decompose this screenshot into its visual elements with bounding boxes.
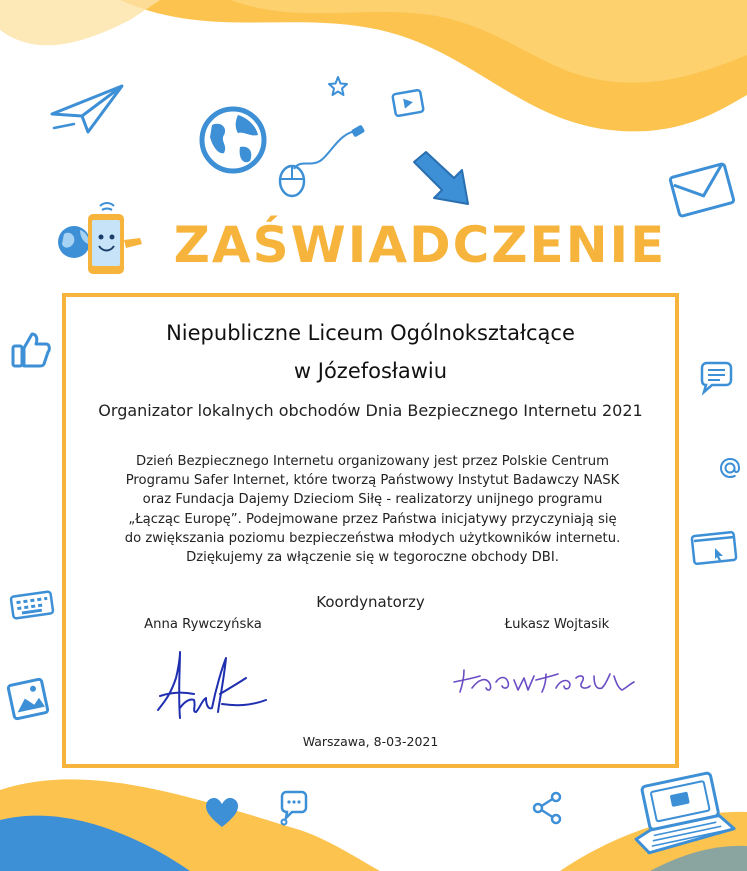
chat-bubble-icon: [698, 360, 734, 396]
body-line: Dzień Bezpiecznego Internetu organizowany jest przez Polskie Centrum: [136, 454, 609, 469]
image-icon: [5, 676, 51, 722]
place-and-date: Warszawa, 8-03-2021: [302, 734, 439, 749]
globe-icon: [198, 105, 268, 175]
certificate-body: [90, 452, 655, 567]
certificate-title: ZAŚWIADCZENIE: [173, 216, 667, 274]
school-name-line1: Niepubliczne Liceum Ogólnokształcące: [166, 321, 575, 345]
envelope-icon: [668, 160, 738, 220]
share-icon: [530, 790, 564, 826]
thumbs-up-icon: [10, 330, 52, 370]
school-name-line2: w Józefosławiu: [293, 359, 448, 383]
at-sign-icon: [717, 455, 743, 481]
keyboard-icon: [9, 590, 55, 620]
body-line: Dziękujemy za włączenie się w tegoroczne obchody DBI.: [186, 550, 559, 566]
arrow-icon: [408, 150, 478, 210]
coordinator-left-name: Anna Rywczyńska: [144, 617, 262, 632]
body-line: do zwiększania poziomu bezpieczeństwa młodych użytkowników internetu.: [124, 530, 621, 546]
mascot-tablet-icon: [54, 200, 154, 280]
browser-window-icon: [689, 528, 739, 568]
coordinators-label: Koordynatorzy: [316, 593, 425, 611]
body-line: oraz Fundacja Dajemy Dzieciom Siłę - realizatorzy unijnego programu: [142, 492, 603, 508]
body-line: „Łącząc Europę”. Podejmowane przez Państwa inicjatywy przyczyniają się: [128, 511, 617, 527]
mouse-icon: [270, 125, 370, 205]
certificate-subtitle: Organizator lokalnych obchodów Dnia Bezpiecznego Internetu 2021: [98, 401, 643, 420]
star-icon: [327, 75, 349, 97]
coordinator-right-name: Łukasz Wojtasik: [504, 617, 610, 632]
laptop-icon: [618, 770, 738, 860]
body-line: Programu Safer Internet, które tworzą Państwowy Instytut Badawczy NASK: [125, 473, 620, 489]
speech-bubble-icon: [276, 790, 310, 830]
video-icon: [391, 86, 425, 120]
paper-plane-icon: [48, 80, 128, 140]
heart-icon: [202, 795, 242, 831]
